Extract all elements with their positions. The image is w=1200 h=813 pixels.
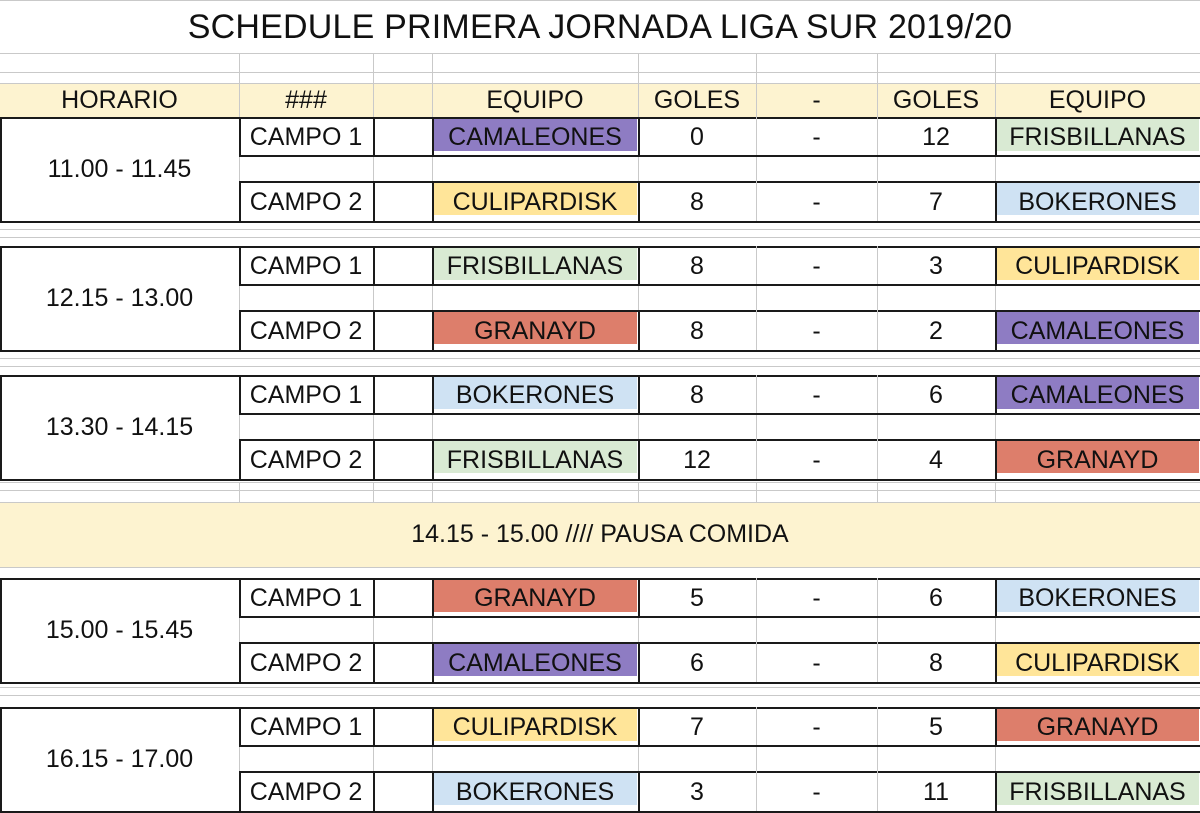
field-label: CAMPO 1 (249, 122, 363, 151)
grid-line (0, 229, 1200, 230)
time-slot: 11.00 - 11.45 (47, 154, 192, 183)
field-label: CAMPO 2 (249, 445, 363, 474)
grid-line (638, 413, 639, 439)
sheet-title: SCHEDULE PRIMERA JORNADA LIGA SUR 2019/20 (187, 7, 1013, 46)
header-separator: - (812, 85, 821, 114)
grid-line (638, 155, 639, 181)
grid-line (0, 567, 1200, 568)
grid-line (877, 482, 878, 502)
cell-border (373, 771, 375, 813)
away-team: GRANAYD (1036, 712, 1159, 741)
home-team: GRANAYD (474, 583, 596, 612)
grid-line (239, 482, 240, 502)
score-separator: - (812, 251, 821, 280)
grid-line (239, 284, 240, 310)
grid-line (432, 745, 433, 771)
cell-border (239, 221, 1200, 223)
cell-border (373, 439, 375, 481)
cell-border (373, 578, 375, 618)
score-separator: - (812, 445, 821, 474)
grid-line (0, 490, 1200, 491)
score-separator: - (812, 583, 821, 612)
field-label: CAMPO 1 (249, 583, 363, 612)
home-goals: 7 (690, 712, 704, 741)
away-goals: 3 (929, 251, 943, 280)
away-goals: 5 (929, 712, 943, 741)
cell-border (0, 221, 239, 223)
header-equipo-away: EQUIPO (1048, 85, 1147, 114)
home-team: BOKERONES (455, 380, 615, 409)
away-team: CAMALEONES (1010, 380, 1185, 409)
grid-line (373, 482, 374, 502)
away-goals: 7 (929, 187, 943, 216)
grid-line (0, 687, 1200, 688)
cell-border (239, 479, 1200, 481)
cell-border (239, 350, 1200, 352)
away-team: FRISBILLANAS (1009, 122, 1186, 151)
cell-border (373, 310, 375, 352)
home-team: CULIPARDISK (452, 712, 618, 741)
cell-border (0, 479, 239, 481)
time-slot: 12.15 - 13.00 (45, 283, 194, 312)
away-team: GRANAYD (1036, 445, 1159, 474)
away-team: FRISBILLANAS (1009, 777, 1186, 806)
grid-line (432, 482, 433, 502)
away-team: CULIPARDISK (1015, 648, 1180, 677)
field-label: CAMPO 2 (249, 316, 363, 345)
grid-line (432, 284, 433, 310)
away-goals: 6 (929, 380, 943, 409)
away-team: CULIPARDISK (1015, 251, 1180, 280)
cell-border (373, 246, 375, 286)
score-separator: - (812, 122, 821, 151)
field-label: CAMPO 2 (249, 648, 363, 677)
grid-line (877, 155, 878, 181)
field-label: CAMPO 2 (249, 777, 363, 806)
home-team: CAMALEONES (448, 648, 622, 677)
away-team: BOKERONES (1018, 187, 1177, 216)
grid-line (0, 482, 1200, 483)
field-label: CAMPO 2 (249, 187, 363, 216)
grid-line (239, 616, 240, 642)
grid-line (756, 155, 757, 181)
grid-line (756, 482, 757, 502)
home-team: BOKERONES (455, 777, 615, 806)
home-goals: 5 (690, 583, 704, 612)
header-equipo-home: EQUIPO (486, 85, 584, 114)
grid-line (0, 358, 1200, 359)
home-goals: 8 (690, 316, 704, 345)
home-goals: 8 (690, 251, 704, 280)
score-separator: - (812, 777, 821, 806)
cell-border (239, 616, 1200, 618)
grid-line (756, 413, 757, 439)
header-horario: HORARIO (61, 85, 178, 114)
home-team: FRISBILLANAS (446, 251, 624, 280)
grid-line (239, 745, 240, 771)
grid-line (995, 413, 996, 439)
cell-border (239, 413, 1200, 415)
grid-line (638, 482, 639, 502)
grid-line (373, 53, 374, 117)
time-slot: 16.15 - 17.00 (45, 744, 194, 773)
grid-line (239, 413, 240, 439)
grid-line (995, 482, 996, 502)
time-slot: 15.00 - 15.45 (45, 615, 194, 644)
home-goals: 3 (690, 777, 704, 806)
grid-line (638, 616, 639, 642)
cell-border (0, 350, 239, 352)
grid-line (432, 616, 433, 642)
grid-line (756, 616, 757, 642)
away-goals: 11 (923, 777, 949, 806)
home-goals: 6 (690, 648, 704, 677)
grid-line (995, 745, 996, 771)
header-goles-away: GOLES (892, 85, 980, 114)
grid-line (995, 284, 996, 310)
grid-line (756, 745, 757, 771)
grid-line (877, 284, 878, 310)
cell-border (373, 117, 375, 157)
grid-line (373, 155, 374, 181)
grid-line (0, 237, 1200, 238)
away-goals: 6 (929, 583, 943, 612)
score-separator: - (812, 380, 821, 409)
cell-border (373, 375, 375, 415)
grid-line (995, 616, 996, 642)
cell-border (373, 642, 375, 684)
grid-line (373, 616, 374, 642)
score-separator: - (812, 712, 821, 741)
score-separator: - (812, 316, 821, 345)
home-goals: 8 (690, 187, 704, 216)
away-team: BOKERONES (1018, 583, 1177, 612)
grid-line (432, 155, 433, 181)
home-team: CULIPARDISK (452, 187, 618, 216)
away-goals: 4 (929, 445, 943, 474)
score-separator: - (812, 648, 821, 677)
field-label: CAMPO 1 (249, 380, 363, 409)
away-goals: 12 (922, 122, 950, 151)
score-separator: - (812, 187, 821, 216)
header-hash: ### (285, 85, 327, 114)
grid-line (0, 366, 1200, 367)
home-goals: 0 (690, 122, 704, 151)
grid-line (0, 72, 1200, 73)
grid-line (0, 53, 1200, 54)
cell-border (239, 284, 1200, 286)
cell-border (373, 707, 375, 747)
grid-line (638, 284, 639, 310)
cell-border (239, 155, 1200, 157)
away-goals: 8 (929, 648, 943, 677)
header-goles-home: GOLES (653, 85, 741, 114)
home-goals: 12 (683, 445, 711, 474)
home-team: FRISBILLANAS (446, 445, 624, 474)
time-slot: 13.30 - 14.15 (45, 412, 194, 441)
grid-line (877, 616, 878, 642)
home-goals: 8 (690, 380, 704, 409)
grid-line (638, 745, 639, 771)
grid-line (756, 284, 757, 310)
away-team: CAMALEONES (1010, 316, 1185, 345)
grid-line (877, 413, 878, 439)
grid-line (373, 284, 374, 310)
cell-border (0, 682, 239, 684)
grid-line (0, 695, 1200, 696)
cell-border (239, 682, 1200, 684)
cell-border (239, 745, 1200, 747)
away-goals: 2 (929, 316, 943, 345)
home-team: CAMALEONES (448, 122, 622, 151)
grid-line (373, 745, 374, 771)
field-label: CAMPO 1 (249, 251, 363, 280)
grid-line (995, 155, 996, 181)
grid-line (239, 155, 240, 181)
grid-line (432, 413, 433, 439)
field-label: CAMPO 1 (249, 712, 363, 741)
cell-border (373, 181, 375, 223)
home-team: GRANAYD (474, 316, 596, 345)
grid-line (373, 413, 374, 439)
lunch-break-label: 14.15 - 15.00 //// PAUSA COMIDA (411, 520, 789, 548)
grid-line (877, 745, 878, 771)
